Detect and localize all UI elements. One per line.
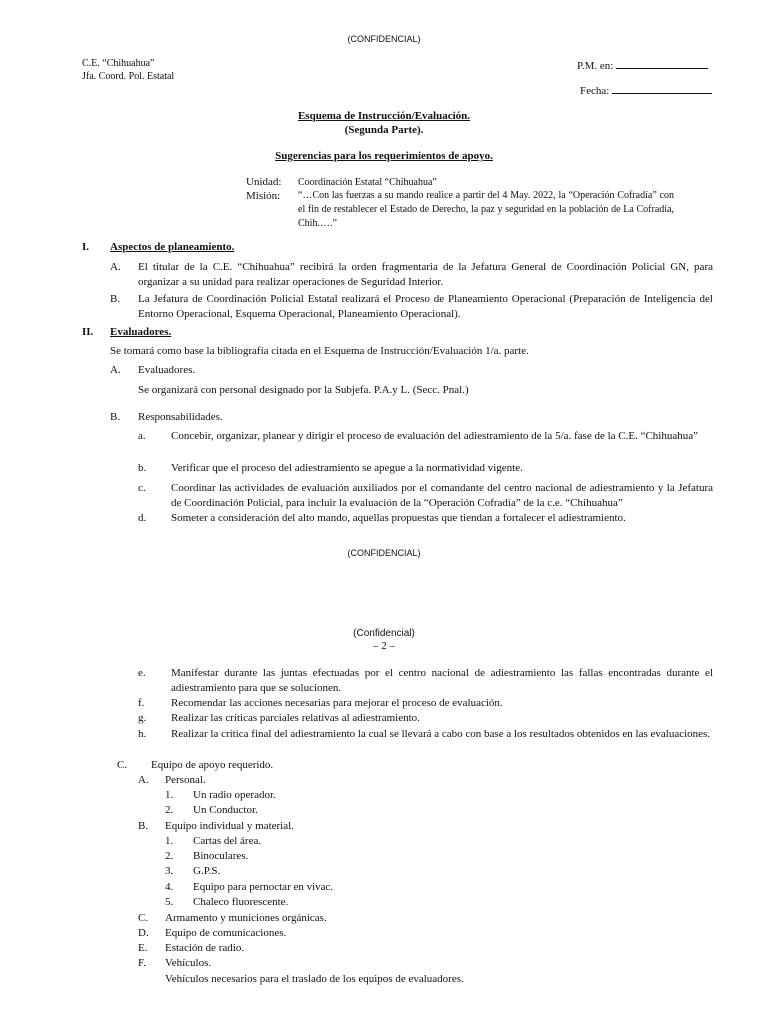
responsibility-item: Verificar que el proceso del adiestramiento se apegue a la normatividad vigente. [171,462,523,474]
section-I-item-letter: A. [110,261,121,273]
section-subtitle: Sugerencias para los requerimientos de apoyo. [275,150,493,162]
list-number: 3. [165,865,174,877]
responsibility-item: Realizar la crítica final del adiestramiento la cual se llevará a cabo con base a los resultados obtenidos en las evaluaciones. [171,728,711,740]
list-item: Binoculares. [193,850,249,862]
section-I-item-letter: B. [110,293,121,305]
equipment-item: Equipo de comunicaciones. [165,927,287,939]
responsibility-letter: d. [138,512,147,524]
section-II-B-letter: B. [110,411,121,423]
list-number: 5. [165,896,174,908]
equipment-B-title: Equipo individual y material. [165,820,294,832]
confidential-header-page2: (Confidencial) [353,628,415,639]
list-number: 1. [165,835,174,847]
page-number: – 2 – [373,640,395,652]
list-item: G.P.S. [193,865,221,877]
equipment-A-title: Personal. [165,774,206,786]
responsibility-letter: e. [138,667,146,679]
responsibility-letter: g. [138,712,147,724]
list-item: Cartas del área. [193,835,262,847]
confidential-footer: (CONFIDENCIAL) [347,548,421,558]
equipment-B-letter: B. [138,820,149,832]
section-II-B-title: Responsabilidades. [138,411,223,423]
equipment-item: Armamento y municiones orgánicas. [165,912,327,924]
responsibility-letter: c. [138,482,146,494]
equipment-A-letter: A. [138,774,149,786]
unidad-label: Unidad: [246,176,282,188]
unidad-value: Coordinación Estatal “Chihuahua” [298,177,437,188]
section-II-number: II. [82,326,94,338]
responsibility-item: Concebir, organizar, planear y dirigir el proceso de evaluación del adiestramiento de la 5/a. fase de la C.E. “Chihuahua” [171,430,699,442]
section-I-item: El titular de la C.E. “Chihuahua” recibirá la orden fragmentaria de la Jefatura General de Coordinación Policial GN, para organizar a su unidad para realizar operaciones de Seguridad Interior. [138,261,713,288]
equipment-item: Vehículos. [165,957,212,969]
list-number: 2. [165,804,174,816]
equipment-letter: E. [138,942,148,954]
section-II-title: Evaluadores. [110,326,172,338]
responsibility-letter: f. [138,697,145,709]
section-I-number: I. [82,241,90,253]
fecha-blank [612,83,712,94]
section-II-A-letter: A. [110,364,121,376]
equipment-letter: C. [138,912,149,924]
section-II-A-text: Se organizará con personal designado por la Subjefa. P.A.y L. (Secc. Pnal.) [138,384,469,396]
responsibility-item: Recomendar las acciones necesarias para mejorar el proceso de evaluación. [171,697,503,709]
list-number: 2. [165,850,174,862]
unit-department: Jfa. Coord. Pol. Estatal [82,71,175,82]
section-II-C-letter: C. [117,759,128,771]
section-II-A-title: Evaluadores. [138,364,196,376]
pm-label: P.M. en: [577,60,614,72]
list-number: 1. [165,789,174,801]
section-I-item: La Jefatura de Coordinación Policial Estatal realizará el Proceso de Planeamiento Operacional (Preparación de Inteligencia del Entorno Operacional, Esquema Operacional, Planeamiento Operacional). [138,293,713,320]
responsibility-letter: a. [138,430,146,442]
mision-value: “…Con las fuerzas a su mando realice a partir del 4 May. 2022, la “Operación Cofradía” con el fin de restablecer el Estado de Derecho, la paz y seguridad en la población de La Cofradía, Chih.….” [298,190,674,229]
mision-label: Misión: [246,190,281,202]
list-item: Equipo para pernoctar en vivac. [193,881,334,893]
confidential-header: (CONFIDENCIAL) [347,34,421,44]
fecha-field [580,83,712,97]
section-II-C-title: Equipo de apoyo requerido. [151,759,274,771]
unit-name: C.E. “Chihuahua” [82,58,155,69]
responsibility-item: Manifestar durante las juntas efectuadas por el centro nacional de adiestramiento las fallas encontradas durante el adiestramiento para que se solucionen. [171,667,713,694]
document-subtitle-part: (Segunda Parte). [344,124,424,136]
pm-field [577,58,708,72]
vehicles-description: Vehículos necesarios para el traslado de los equipos de evaluadores. [165,973,464,985]
list-item: Chaleco fluorescente. [193,896,289,908]
equipment-letter: F. [138,957,146,969]
section-I-title: Aspectos de planeamiento. [110,241,235,253]
fecha-label: Fecha: [580,85,610,97]
responsibility-letter: b. [138,462,147,474]
responsibility-item: Someter a consideración del alto mando, aquellas propuestas que tiendan a fortalecer el adiestramiento. [171,512,626,524]
list-item: Un radio operador. [193,789,276,801]
responsibility-item: Realizar las críticas parciales relativas al adiestramiento. [171,712,420,724]
document-title: Esquema de Instrucción/Evaluación. [297,110,471,122]
list-item: Un Conductor. [193,804,258,816]
list-number: 4. [165,881,174,893]
equipment-item: Estación de radio. [165,942,245,954]
responsibility-item: Coordinar las actividades de evaluación auxiliados por el comandante del centro nacional de adiestramiento y la Jefatura de Coordinación Policial, para incluir la evaluación de la “Operación Cofradía” de la c.e. “Chihuahua” [171,482,713,509]
responsibility-letter: h. [138,728,147,740]
section-II-intro: Se tomará como base la bibliografía citada en el Esquema de Instrucción/Evaluación 1/a. parte. [110,345,529,357]
equipment-letter: D. [138,927,149,939]
pm-blank [616,58,708,69]
